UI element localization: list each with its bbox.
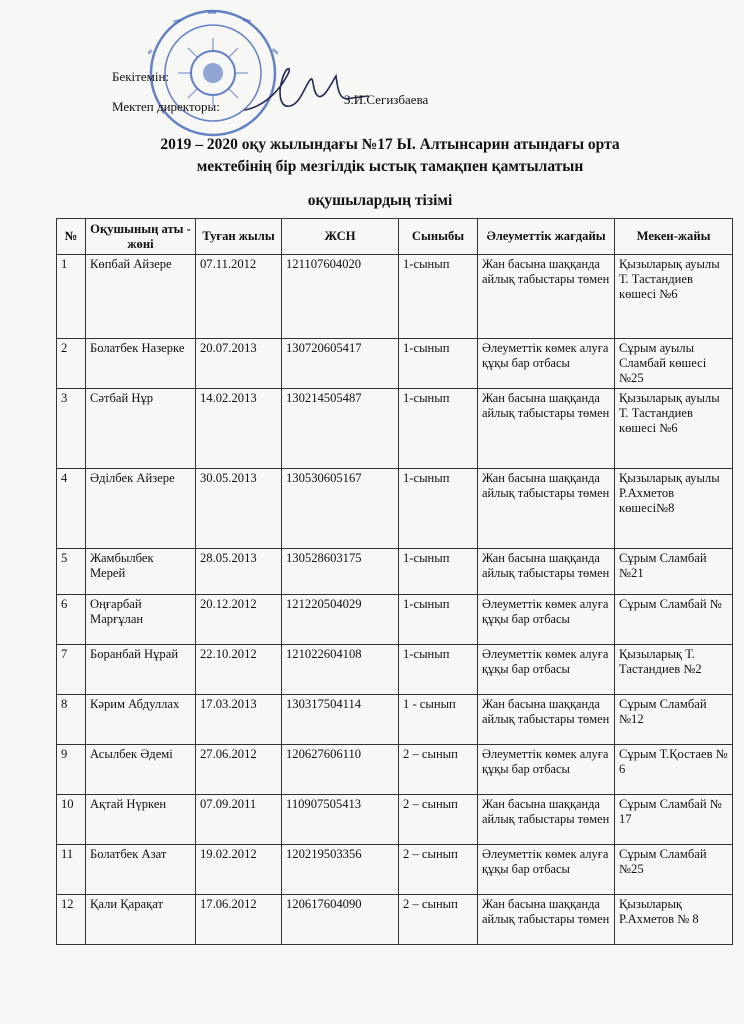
address: Қызыларық ауылы Р.Ахметов көшесі№8 <box>615 469 733 549</box>
student-name: Болатбек Назерке <box>86 339 196 389</box>
row-number: 7 <box>57 645 86 695</box>
grade: 2 – сынып <box>399 745 478 795</box>
jsn-code: 110907505413 <box>282 795 399 845</box>
address: Сұрым Т.Қостаев № 6 <box>615 745 733 795</box>
birth-date: 28.05.2013 <box>196 549 282 595</box>
row-number: 9 <box>57 745 86 795</box>
document-subtitle: оқушылардың тізімі <box>307 192 453 209</box>
social-status: Жан басына шаққанда айлық табыстары төмен <box>478 895 615 945</box>
table-row <box>57 389 733 469</box>
social-status: Әлеуметтік көмек алуға құқы бар отбасы <box>478 595 615 645</box>
row-number: 12 <box>57 895 86 945</box>
birth-date: 17.03.2013 <box>196 695 282 745</box>
grade: 2 – сынып <box>399 845 478 895</box>
jsn-code: 130317504114 <box>282 695 399 745</box>
row-number: 8 <box>57 695 86 745</box>
table-row <box>57 845 733 895</box>
table-row <box>57 255 733 339</box>
header-grade: Сыныбы <box>399 219 478 255</box>
grade: 1-сынып <box>399 645 478 695</box>
student-name: Көпбай Айзере <box>86 255 196 339</box>
address: Сұрым Сламбай № <box>615 595 733 645</box>
grade: 1-сынып <box>399 255 478 339</box>
birth-date: 14.02.2013 <box>196 389 282 469</box>
birth-date: 19.02.2012 <box>196 845 282 895</box>
birth-date: 17.06.2012 <box>196 895 282 945</box>
address: Қызыларық Т. Тастандиев №2 <box>615 645 733 695</box>
address: Сұрым ауылы Сламбай көшесі №25 <box>615 339 733 389</box>
social-status: Жан басына шаққанда айлық табыстары төмен <box>478 389 615 469</box>
row-number: 6 <box>57 595 86 645</box>
table-header-row <box>57 219 733 255</box>
grade: 1-сынып <box>399 389 478 469</box>
address: Сұрым Сламбай №25 <box>615 845 733 895</box>
grade: 1-сынып <box>399 595 478 645</box>
grade: 1-сынып <box>399 549 478 595</box>
student-name: Асылбек Әдемі <box>86 745 196 795</box>
jsn-code: 130528603175 <box>282 549 399 595</box>
grade: 2 – сынып <box>399 795 478 845</box>
table-row <box>57 745 733 795</box>
social-status: Жан басына шаққанда айлық табыстары төмен <box>478 795 615 845</box>
row-number: 1 <box>57 255 86 339</box>
birth-date: 07.09.2011 <box>196 795 282 845</box>
birth-date: 07.11.2012 <box>196 255 282 339</box>
header-jsn: ЖСН <box>282 219 399 255</box>
header-address: Мекен-жайы <box>615 219 733 255</box>
address: Сұрым Сламбай № 17 <box>615 795 733 845</box>
students-table <box>56 218 733 945</box>
address: Сұрым Сламбай №21 <box>615 549 733 595</box>
header-name: Оқушының аты - жөні <box>86 219 196 255</box>
row-number: 3 <box>57 389 86 469</box>
address: Қызыларық ауылы Т. Тастандиев көшесі №6 <box>615 255 733 339</box>
jsn-code: 120219503356 <box>282 845 399 895</box>
grade: 1 - сынып <box>399 695 478 745</box>
table-row <box>57 339 733 389</box>
jsn-code: 130720605417 <box>282 339 399 389</box>
social-status: Әлеуметтік көмек алуға құқы бар отбасы <box>478 745 615 795</box>
birth-date: 20.07.2013 <box>196 339 282 389</box>
social-status: Әлеуметтік көмек алуға құқы бар отбасы <box>478 645 615 695</box>
table-row <box>57 549 733 595</box>
social-status: Әлеуметтік көмек алуға құқы бар отбасы <box>478 339 615 389</box>
director-label: Мектеп директоры: <box>112 99 220 114</box>
address: Қызыларық ауылы Т. Тастандиев көшесі №6 <box>615 389 733 469</box>
row-number: 5 <box>57 549 86 595</box>
jsn-code: 121220504029 <box>282 595 399 645</box>
student-name: Кәрим Абдуллах <box>86 695 196 745</box>
student-name: Оңғарбай Марғұлан <box>86 595 196 645</box>
row-number: 11 <box>57 845 86 895</box>
jsn-code: 130530605167 <box>282 469 399 549</box>
table-row <box>57 795 733 845</box>
jsn-code: 120617604090 <box>282 895 399 945</box>
birth-date: 20.12.2012 <box>196 595 282 645</box>
jsn-code: 130214505487 <box>282 389 399 469</box>
jsn-code: 120627606110 <box>282 745 399 795</box>
birth-date: 30.05.2013 <box>196 469 282 549</box>
document-title <box>80 134 700 178</box>
birth-date: 22.10.2012 <box>196 645 282 695</box>
birth-date: 27.06.2012 <box>196 745 282 795</box>
jsn-code: 121022604108 <box>282 645 399 695</box>
social-status: Жан басына шаққанда айлық табыстары төмен <box>478 255 615 339</box>
social-status: Жан басына шаққанда айлық табыстары төмен <box>478 549 615 595</box>
approved-label: Бекітемін: <box>112 69 170 84</box>
director-name: З.И.Сегизбаева <box>344 92 429 107</box>
header-birth: Туған жылы <box>196 219 282 255</box>
header-number: № <box>57 219 86 255</box>
title-line-1: 2019 – 2020 оқу жылындағы №17 Ы. Алтынсарин атындағы орта <box>160 136 620 153</box>
student-name: Қали Қарақат <box>86 895 196 945</box>
jsn-code: 121107604020 <box>282 255 399 339</box>
grade: 1-сынып <box>399 469 478 549</box>
row-number: 2 <box>57 339 86 389</box>
approval-block <box>112 62 429 122</box>
student-name: Ақтай Нүркен <box>86 795 196 845</box>
table-row <box>57 595 733 645</box>
row-number: 10 <box>57 795 86 845</box>
address: Қызыларық Р.Ахметов № 8 <box>615 895 733 945</box>
social-status: Жан басына шаққанда айлық табыстары төмен <box>478 695 615 745</box>
social-status: Жан басына шаққанда айлық табыстары төмен <box>478 469 615 549</box>
grade: 2 – сынып <box>399 895 478 945</box>
address: Сұрым Сламбай №12 <box>615 695 733 745</box>
table-row <box>57 695 733 745</box>
student-name: Болатбек Азат <box>86 845 196 895</box>
social-status: Әлеуметтік көмек алуға құқы бар отбасы <box>478 845 615 895</box>
row-number: 4 <box>57 469 86 549</box>
student-name: Боранбай Нұрай <box>86 645 196 695</box>
student-name: Сәтбай Нұр <box>86 389 196 469</box>
table-row <box>57 895 733 945</box>
table-row <box>57 469 733 549</box>
header-social: Әлеуметтік жағдайы <box>478 219 615 255</box>
grade: 1-сынып <box>399 339 478 389</box>
student-name: Әділбек Айзере <box>86 469 196 549</box>
title-line-2: мектебінің бір мезгілдік ыстық тамақпен қамтылатын <box>196 158 584 175</box>
student-name: Жамбылбек Мерей <box>86 549 196 595</box>
table-row <box>57 645 733 695</box>
